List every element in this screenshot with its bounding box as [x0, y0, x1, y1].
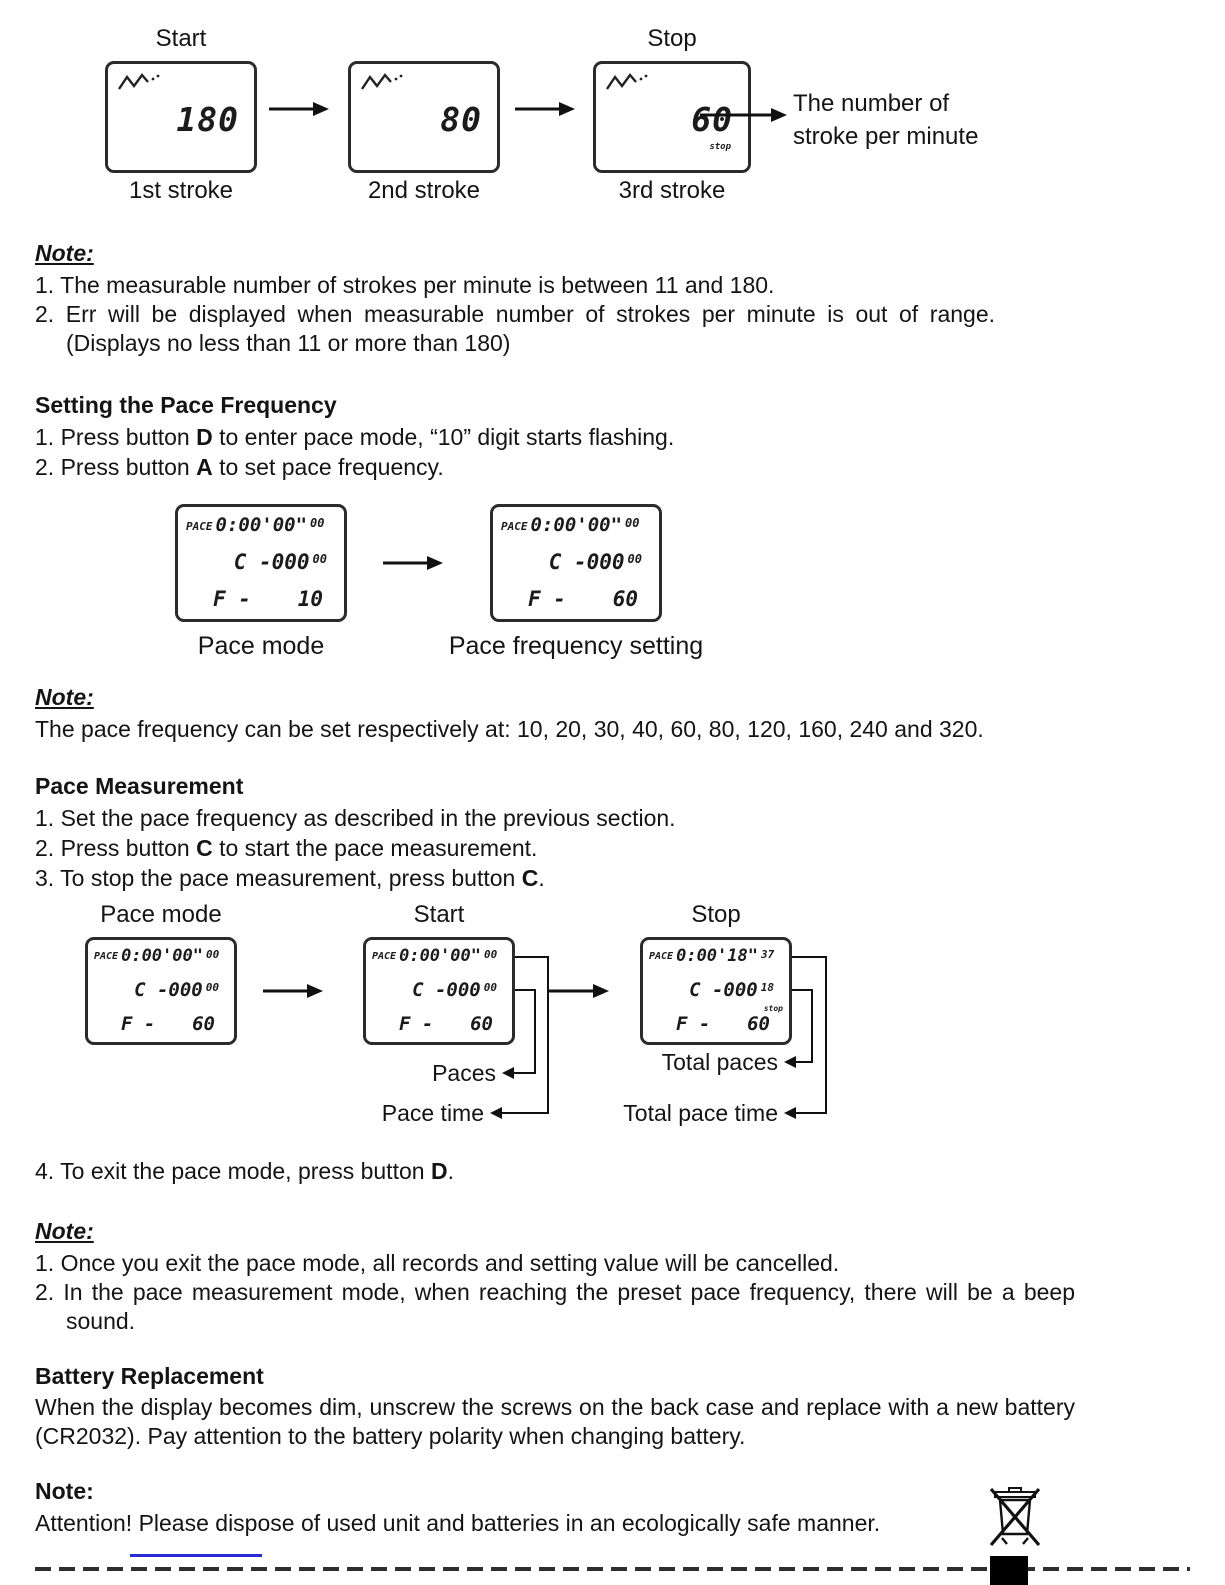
- lcd-count-value: C -000: [233, 549, 310, 574]
- step-text-post: .: [447, 1158, 454, 1184]
- caption-third-stroke: 3rd stroke: [618, 177, 726, 204]
- lcd-count-row: [186, 549, 336, 574]
- note-strokes-title: Note:: [35, 240, 94, 266]
- lcd-pace-label: PACE: [94, 951, 119, 962]
- lcd-count-value: C -000: [548, 549, 625, 574]
- lcd-display-first-stroke: [105, 61, 257, 173]
- annotation-arrow-icon: [700, 107, 788, 123]
- footer-blue-line: [130, 1554, 262, 1557]
- lcd-frequency-value: 60: [192, 1013, 215, 1035]
- callout-total-pace-time: Total pace time: [623, 1100, 778, 1126]
- step-text-pre: 1. Set the pace frequency as described in the previous section.: [35, 805, 676, 831]
- lcd-pace-label: PACE: [649, 951, 674, 962]
- lcd-count-value: C -000: [689, 978, 758, 1001]
- lcd-pace-label: PACE: [186, 520, 213, 533]
- pace-setting-step-2: [35, 453, 1185, 482]
- lcd-count-sub: 00: [312, 551, 327, 566]
- lcd-display-second-stroke: [348, 61, 500, 173]
- lcd-frequency-label: F -: [399, 1013, 434, 1035]
- weee-crossed-bin-icon: [988, 1486, 1042, 1548]
- step-text-pre: 1. Press button: [35, 424, 197, 450]
- stroke-rate-value: 60: [691, 100, 733, 139]
- caption-pace-mode: Pace mode: [197, 632, 325, 660]
- note-pace-mode-item-2: 2. In the pace measurement mode, when reaching the preset pace frequency, there will be a beep sound.: [35, 1279, 1075, 1334]
- lcd-time-value: 0:00'18": [676, 946, 758, 966]
- lcd-count-value: C -000: [134, 978, 203, 1001]
- pace-measurement-heading: Pace Measurement: [35, 773, 244, 799]
- lcd-time-value: 0:00'00": [530, 514, 623, 536]
- arrow-right-icon: [514, 101, 576, 117]
- pace-measurement-diagram: [0, 895, 1225, 1140]
- caption-pace-frequency-setting: Pace frequency setting: [448, 632, 704, 660]
- lcd-count-value: C -000: [412, 978, 481, 1001]
- lcd-frequency-label: F -: [528, 587, 566, 611]
- button-key: C: [196, 835, 213, 861]
- note-strokes-item-2: 2. Err will be displayed when measurable number of strokes per minute is out of range. (Displays no less than 11 or more than 180): [35, 301, 995, 356]
- lcd-display-pace-frequency-setting: [490, 504, 662, 622]
- note-disposal-text: Attention! Please dispose of used unit and batteries in an ecologically safe manner.: [35, 1510, 881, 1536]
- lcd-pace-label: PACE: [372, 951, 397, 962]
- lcd-time-value: 0:00'00": [121, 946, 203, 966]
- pace-measurement-step-4: [35, 1157, 1185, 1186]
- caption-start: Start: [413, 901, 465, 928]
- lcd-time-hundredths: 00: [483, 948, 498, 961]
- callout-paces: Paces: [432, 1060, 496, 1086]
- lcd-time-hundredths: 00: [625, 516, 640, 530]
- lcd-count-row: [501, 549, 651, 574]
- step-text-pre: 4. To exit the pace mode, press button: [35, 1158, 431, 1184]
- lcd-frequency-value: 10: [297, 587, 323, 611]
- lcd-time-hundredths: 37: [760, 948, 775, 961]
- button-key: D: [196, 424, 213, 450]
- pace-measurement-step-1: [35, 804, 1185, 833]
- stop-indicator: stop: [763, 1004, 783, 1013]
- stop-indicator: stop: [709, 142, 731, 152]
- caption-pace-mode: Pace mode: [100, 901, 222, 928]
- lcd-frequency-value: 60: [470, 1013, 493, 1035]
- step-text-post: to set pace frequency.: [212, 454, 444, 480]
- caption-second-stroke: 2nd stroke: [367, 177, 481, 204]
- lcd-count-sub: 00: [483, 980, 497, 994]
- stroke-wave-icon: [117, 72, 161, 96]
- lcd-frequency-row: [501, 589, 651, 611]
- note-pace-mode-item-1: 1. Once you exit the pace mode, all records and setting value will be cancelled.: [35, 1250, 840, 1276]
- step-text-pre: 2. Press button: [35, 835, 197, 861]
- step-text-post: to start the pace measurement.: [212, 835, 538, 861]
- footer-black-mark: [990, 1556, 1028, 1585]
- pace-setting-heading: Setting the Pace Frequency: [35, 392, 337, 418]
- lcd-pace-label: PACE: [501, 520, 528, 533]
- lcd-count-sub: 00: [627, 551, 642, 566]
- caption-stop: Stop: [691, 901, 741, 928]
- arrow-right-icon: [268, 101, 330, 117]
- step-text-pre: 3. To stop the pace measurement, press button: [35, 865, 522, 891]
- stroke-wave-icon: [605, 72, 649, 96]
- note-pace-mode-title: Note:: [35, 1218, 94, 1244]
- step-text-post: to enter pace mode, “10” digit starts flashing.: [212, 424, 675, 450]
- pace-measurement-step-3: [35, 864, 1185, 893]
- button-key: C: [521, 865, 539, 891]
- lcd-time-hundredths: 00: [310, 516, 325, 530]
- note-frequency-title: Note:: [35, 684, 94, 710]
- arrow-right-icon: [382, 555, 444, 571]
- lcd-frequency-label: F -: [121, 1013, 156, 1035]
- lcd-time-hundredths: 00: [205, 948, 220, 961]
- note-strokes-item-1: 1. The measurable number of strokes per minute is between 11 and 180.: [35, 272, 775, 298]
- button-key: D: [430, 1158, 448, 1184]
- step-text-pre: 2. Press button: [35, 454, 197, 480]
- note-frequency-text: The pace frequency can be set respectively at: 10, 20, 30, 40, 60, 80, 120, 160, 240 and 320.: [35, 716, 984, 742]
- stop-label: Stop: [647, 25, 697, 52]
- annotation-line2: stroke per minute: [793, 123, 979, 150]
- callout-total-paces: Total paces: [661, 1049, 778, 1075]
- lcd-frequency-row: [186, 589, 336, 611]
- lcd-display-pace-mode: [175, 504, 347, 622]
- stroke-rate-value: 180: [176, 100, 239, 139]
- caption-first-stroke: 1st stroke: [128, 177, 234, 204]
- lcd-time-row: [186, 516, 336, 535]
- pace-measurement-step-2: [35, 834, 1185, 863]
- button-key: A: [196, 454, 213, 480]
- stroke-diagram: [0, 25, 1225, 220]
- lcd-time-value: 0:00'00": [399, 946, 481, 966]
- lcd-count-sub: 00: [205, 980, 219, 994]
- lcd-time-value: 0:00'00": [215, 514, 308, 536]
- step-text-post: .: [538, 865, 545, 891]
- stroke-annotation: [793, 87, 978, 153]
- lcd-frequency-value: 60: [747, 1013, 770, 1035]
- lcd-frequency-label: F -: [213, 587, 251, 611]
- callout-pace-time: Pace time: [381, 1100, 484, 1126]
- lcd-count-sub: 18: [760, 980, 774, 994]
- battery-heading: Battery Replacement: [35, 1363, 264, 1389]
- lcd-frequency-value: 60: [612, 587, 638, 611]
- battery-text: When the display becomes dim, unscrew the screws on the back case and replace with a new battery (CR2032). Pay attention to the battery polarity when changing battery.: [35, 1394, 1075, 1449]
- lcd-frequency-label: F -: [676, 1013, 711, 1035]
- start-label: Start: [155, 25, 207, 52]
- annotation-line1: The number of: [793, 90, 950, 117]
- note-disposal-title: Note:: [35, 1478, 94, 1504]
- pace-frequency-diagram: [0, 492, 1225, 664]
- stroke-wave-icon: [360, 72, 404, 96]
- pace-setting-step-1: [35, 423, 1185, 452]
- stroke-rate-value: 80: [440, 100, 482, 139]
- lcd-time-row: [501, 516, 651, 535]
